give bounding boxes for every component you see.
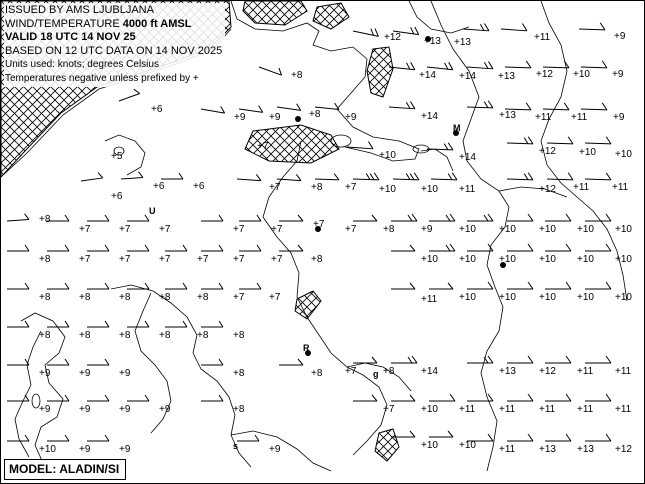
- temperature-value: +9: [119, 404, 131, 415]
- temperature-value: +11: [615, 366, 632, 377]
- temperature-value: +9: [39, 404, 51, 415]
- temperature-value: +8: [311, 368, 323, 379]
- temperature-value: +8: [383, 224, 395, 235]
- temperature-value: +7: [383, 404, 395, 415]
- temperature-value: +10: [499, 254, 516, 265]
- temperature-value: +8: [291, 70, 303, 81]
- temperature-value: +10: [615, 292, 632, 303]
- units-note: Units used: knots; degrees Celsius: [5, 59, 159, 70]
- temperature-value: +8: [159, 330, 171, 341]
- temperature-value: +14: [421, 366, 438, 377]
- temperature-value: +6: [193, 181, 205, 192]
- temperature-value: +9: [119, 368, 131, 379]
- temperature-value: +7: [79, 224, 91, 235]
- model-label: MODEL: ALADIN/SI: [4, 459, 126, 480]
- temperature-value: +10: [539, 292, 556, 303]
- temperature-value: +11: [421, 294, 438, 305]
- temperature-value: +10: [577, 254, 594, 265]
- temperature-value: +8: [233, 368, 245, 379]
- temperature-value: +8: [159, 292, 171, 303]
- temperature-value: +8: [309, 109, 321, 120]
- temperature-value: +11: [612, 182, 629, 193]
- temperature-value: +14: [419, 70, 436, 81]
- temperature-value: +11: [577, 366, 594, 377]
- temperature-value: +9: [159, 404, 171, 415]
- product-level: WIND/TEMPERATURE 4000 ft AMSL: [5, 17, 192, 30]
- temperature-value: +9: [613, 112, 625, 123]
- temperature-value: +10: [539, 224, 556, 235]
- temperature-sign-note: Temperatures negative unless prefixed by +: [5, 72, 199, 84]
- temperature-value: +8: [383, 366, 395, 377]
- temperature-value: +13: [499, 110, 516, 121]
- station-label: g: [373, 369, 379, 379]
- temperature-value: +11: [573, 182, 590, 193]
- temperature-value: +10: [615, 224, 632, 235]
- temperature-value: +10: [459, 440, 476, 451]
- temperature-value: +12: [384, 32, 401, 43]
- temperature-value: +7: [233, 292, 245, 303]
- temperature-value: +13: [454, 37, 471, 48]
- data-basis: BASED ON 12 UTC DATA ON 14 NOV 2025: [5, 44, 223, 57]
- temperature-value: +8: [39, 330, 51, 341]
- station-label: M: [453, 123, 461, 133]
- temperature-value: +9: [269, 112, 281, 123]
- temperature-value: +6: [111, 191, 123, 202]
- temperature-value: +7: [197, 254, 209, 265]
- temperature-value: +11: [577, 404, 594, 415]
- temperature-value: +10: [615, 254, 632, 265]
- temperature-value: +11: [499, 444, 516, 455]
- temperature-value: +9: [345, 112, 357, 123]
- temperature-value: +10: [539, 254, 556, 265]
- temperature-value: +12: [539, 146, 556, 157]
- temperature-value: +12: [539, 366, 556, 377]
- temperature-value: +7: [159, 224, 171, 235]
- temperature-value: +9: [612, 69, 624, 80]
- temperature-value: +6: [151, 104, 163, 115]
- temperature-value: +8: [39, 254, 51, 265]
- temperature-value: +14: [459, 152, 476, 163]
- issuing-authority: ISSUED BY AMS LJUBLJANA: [5, 4, 154, 16]
- temperature-value: +7: [269, 292, 281, 303]
- temperature-value: +8: [39, 214, 51, 225]
- temperature-value: +7: [271, 224, 283, 235]
- temperature-value: +14: [459, 71, 476, 82]
- temperature-value: +7: [233, 254, 245, 265]
- temperature-value: +10: [421, 440, 438, 451]
- temperature-value: +9: [79, 368, 91, 379]
- temperature-value: +8: [119, 330, 131, 341]
- temperature-value: +8: [119, 292, 131, 303]
- temperature-value: +7: [79, 254, 91, 265]
- temperature-value: +7: [233, 224, 245, 235]
- temperature-value: +9: [234, 112, 246, 123]
- temperature-value: +11: [459, 404, 476, 415]
- temperature-value: +10: [459, 254, 476, 265]
- temperature-value: +8: [79, 292, 91, 303]
- temperature-value: +7: [345, 224, 357, 235]
- temperature-value: +11: [459, 184, 476, 195]
- temperature-value: +8: [233, 330, 245, 341]
- temperature-value: +11: [534, 32, 551, 43]
- temperature-value: +10: [421, 184, 438, 195]
- temperature-value: +7: [269, 182, 281, 193]
- temperature-value: +10: [379, 184, 396, 195]
- temperature-value: +7: [271, 254, 283, 265]
- temperature-value: +11: [535, 112, 552, 123]
- temperature-value: +10: [379, 150, 396, 161]
- temperature-value: +12: [536, 69, 553, 80]
- temperature-value: +8: [197, 292, 209, 303]
- temperature-value: +11: [539, 404, 556, 415]
- station-label: s: [233, 441, 239, 451]
- temperature-value: +7: [345, 366, 357, 377]
- temperature-value: +8: [79, 330, 91, 341]
- temperature-value: +8: [233, 404, 245, 415]
- temperature-value: +9: [79, 404, 91, 415]
- temperature-value: +8: [311, 254, 323, 265]
- temperature-value: +10: [573, 69, 590, 80]
- temperature-value: +10: [421, 404, 438, 415]
- temperature-value: +9: [614, 31, 626, 42]
- temperature-value: +7: [313, 219, 325, 230]
- temperature-value: +11: [571, 112, 588, 123]
- flight-level-value: 4000 ft AMSL: [122, 17, 192, 30]
- station-label: R: [303, 343, 310, 353]
- temperature-value: +8: [39, 292, 51, 303]
- temperature-value: +11: [615, 404, 632, 415]
- temperature-value: +11: [499, 404, 516, 415]
- temperature-value: +13: [577, 444, 594, 455]
- temperature-value: +9: [79, 444, 91, 455]
- temperature-value: +7: [119, 224, 131, 235]
- temperature-value: +7: [345, 182, 357, 193]
- temperature-value: +12: [539, 184, 556, 195]
- temperature-value: +7: [257, 141, 269, 152]
- station-label: U: [149, 206, 156, 216]
- lake-shapes: [32, 135, 429, 408]
- temperature-value: +13: [539, 444, 556, 455]
- temperature-value: +10: [577, 292, 594, 303]
- temperature-value: +10: [579, 147, 596, 158]
- temperature-value: +8: [311, 182, 323, 193]
- temperature-value: +10: [615, 149, 632, 160]
- validity-time: VALID 18 UTC 14 NOV 25: [5, 31, 136, 43]
- temperature-value: +5: [111, 151, 123, 162]
- temperature-value: +10: [459, 292, 476, 303]
- chart-header: [4, 3, 225, 87]
- temperature-value: +10: [459, 224, 476, 235]
- temperature-value: +10: [39, 444, 56, 455]
- temperature-value: +6: [153, 181, 165, 192]
- temperature-value: +7: [119, 254, 131, 265]
- temperature-value: +12: [615, 444, 632, 455]
- temperature-value: +13: [499, 366, 516, 377]
- temperature-value: +13: [498, 71, 515, 82]
- temperature-value: +9: [269, 444, 281, 455]
- temperature-value: +7: [159, 254, 171, 265]
- temperature-value: +13: [424, 36, 441, 47]
- temperature-value: +9: [421, 224, 433, 235]
- temperature-value: +8: [197, 330, 209, 341]
- temperature-value: +9: [119, 444, 131, 455]
- temperature-value: +14: [421, 111, 438, 122]
- temperature-value: +9: [39, 368, 51, 379]
- temperature-value: +10: [499, 292, 516, 303]
- temperature-value: +10: [577, 224, 594, 235]
- temperature-value: +10: [499, 224, 516, 235]
- temperature-value: +10: [421, 254, 438, 265]
